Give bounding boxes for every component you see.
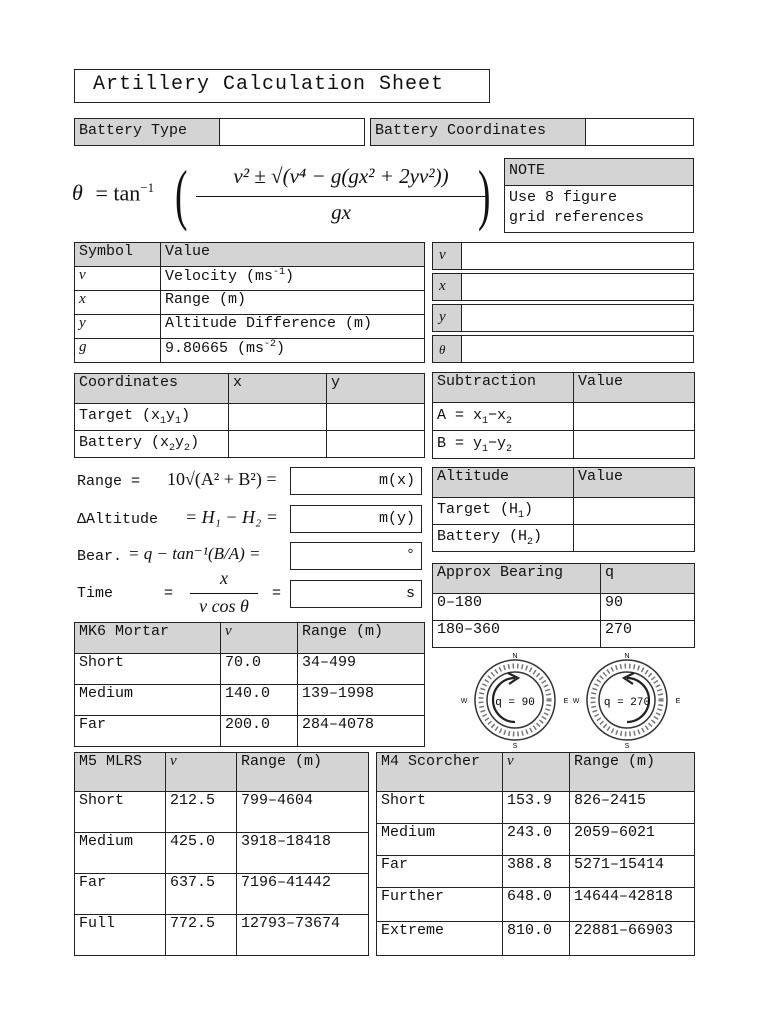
table-row: Short 153.9 826–2415 [377, 792, 695, 824]
table-row: Further 648.0 14644–42818 [377, 888, 695, 922]
svg-text:W: W [572, 698, 580, 705]
note-body: Use 8 figure grid references [504, 185, 694, 233]
table-row: g 9.80665 $(ms^{-2})$ [75, 339, 425, 363]
trajectory-formula: θ = $\tan^{-1}$ ( v² ± √(v⁴ − g(gx² + 2yv²)) gx ) [72, 156, 491, 232]
svg-text:N: N [512, 653, 518, 660]
time-result-field[interactable]: s [290, 580, 422, 608]
page-title: Artillery Calculation Sheet [74, 69, 490, 103]
v-label: v [432, 242, 462, 270]
svg-text:N: N [624, 653, 630, 660]
bearing-label: Bear. [77, 548, 123, 565]
table-row: 0–180 90 [433, 594, 695, 621]
time-label: Time [77, 585, 114, 602]
altitude-label: ΔAltitude [77, 511, 159, 528]
subtraction-table: Subtraction Value $A = x_1-x_2$ $B = y_1-y_2$ [432, 372, 695, 459]
table-row: v Velocity $(ms^{-1})$ [75, 267, 425, 291]
battery-coordinates-label: Battery Coordinates [370, 118, 586, 146]
target-y-cell[interactable] [327, 404, 425, 431]
v-input[interactable] [461, 242, 694, 270]
svg-text:E: E [675, 698, 681, 705]
svg-text:S: S [624, 743, 630, 750]
theta-label: θ [432, 335, 462, 363]
symbol-header: Symbol [75, 243, 161, 267]
battery-coordinates-field[interactable] [585, 118, 694, 146]
altitude-table: Altitude Value Target $(H_1)$ Battery $(H_2)$ [432, 467, 695, 552]
theta-input[interactable] [461, 335, 694, 363]
time-eq: = [164, 585, 174, 602]
battery-y-cell[interactable] [327, 431, 425, 458]
battery-type-label: Battery Type [74, 118, 220, 146]
symbols-table [74, 242, 425, 363]
svg-text:q = 270: q = 270 [603, 697, 651, 709]
mk6-mortar-table: MK6 Mortar v Range (m) Short 70.0 34–499 Medium 140.0 139–1998 Far 200.0 284–4078 [74, 622, 425, 747]
table-row: Far 637.5 7196–41442 [75, 874, 369, 915]
time-numerator: x [220, 568, 228, 588]
table-row: Far 388.8 5271–15414 [377, 856, 695, 888]
battery-altitude-cell[interactable] [574, 525, 695, 552]
battery-x-cell[interactable] [229, 431, 327, 458]
note-title: NOTE [504, 158, 694, 186]
table-row: Full 772.5 12793–73674 [75, 915, 369, 956]
table-row: Medium 140.0 139–1998 [75, 685, 425, 716]
bearing-expression: = q − tan⁻¹(B/A) = [128, 544, 261, 563]
range-result-field[interactable]: m(x) [290, 467, 422, 495]
table-row: Battery $(H_2)$ [433, 525, 695, 552]
svg-text:W: W [460, 698, 468, 705]
altitude-result-field[interactable]: m(y) [290, 505, 422, 533]
x-label: x [432, 273, 462, 301]
target-x-cell[interactable] [229, 404, 327, 431]
table-row: $B = y_1-y_2$ [433, 431, 695, 459]
table-row: x Range (m) [75, 291, 425, 315]
target-altitude-cell[interactable] [574, 498, 695, 525]
variable-inputs [432, 242, 694, 364]
x-input[interactable] [461, 273, 694, 301]
table-row: 180–360 270 [433, 621, 695, 648]
table-row: Medium 425.0 3918–18418 [75, 833, 369, 874]
table-row: Medium 243.0 2059–6021 [377, 824, 695, 856]
compass-q90-icon [446, 650, 584, 750]
svg-text:q = 90: q = 90 [495, 697, 535, 709]
battery-type-field[interactable] [219, 118, 365, 146]
svg-text:S: S [512, 743, 518, 750]
table-row: $A = x_1-x_2$ [433, 403, 695, 431]
time-denominator: v cos θ [199, 596, 249, 616]
y-input[interactable] [461, 304, 694, 332]
table-row: Far 200.0 284–4078 [75, 716, 425, 747]
b-value-cell[interactable] [574, 431, 695, 459]
table-row: Short 70.0 34–499 [75, 654, 425, 685]
formula-denominator: gx [331, 200, 351, 224]
table-row: y Altitude Difference (m) [75, 315, 425, 339]
m4-scorcher-table: M4 Scorcher v Range (m) Short 153.9 826–2415 Medium 243.0 2059–6021 Far 388.8 5271–15414 Further 648.0 14644–42818 Extreme 810.0 22881–66903 [376, 752, 695, 956]
coordinates-table: Coordinates x y Target $(x_1y_1)$ Battery $(x_2y_2)$ [74, 373, 425, 458]
svg-text:E: E [563, 698, 569, 705]
range-expression: 10√(A² + B²) = [167, 469, 277, 489]
time-eq-2: = [272, 585, 282, 602]
table-row: Extreme 810.0 22881–66903 [377, 922, 695, 956]
table-row: Target $(x_1y_1)$ [75, 404, 425, 431]
range-label: Range = [77, 473, 141, 490]
formula-numerator: v² ± √(v⁴ − g(gx² + 2yv²)) [233, 164, 449, 188]
bearing-result-field[interactable]: ° [290, 542, 422, 570]
bearing-table: Approx Bearing q 0–180 90 180–360 270 [432, 563, 695, 648]
compass-q270-icon [568, 650, 706, 750]
m5-mlrs-table: M5 MLRS v Range (m) Short 212.5 799–4604 Medium 425.0 3918–18418 Far 637.5 7196–41442 Full 772.5 12793–73674 [74, 752, 369, 956]
table-row: Battery $(x_2y_2)$ [75, 431, 425, 458]
altitude-expression: = H₁ − H₂ = [185, 507, 278, 527]
a-value-cell[interactable] [574, 403, 695, 431]
y-label: y [432, 304, 462, 332]
value-header: Value [161, 243, 425, 267]
table-row: Target $(H_1)$ [433, 498, 695, 525]
table-row: Short 212.5 799–4604 [75, 792, 369, 833]
